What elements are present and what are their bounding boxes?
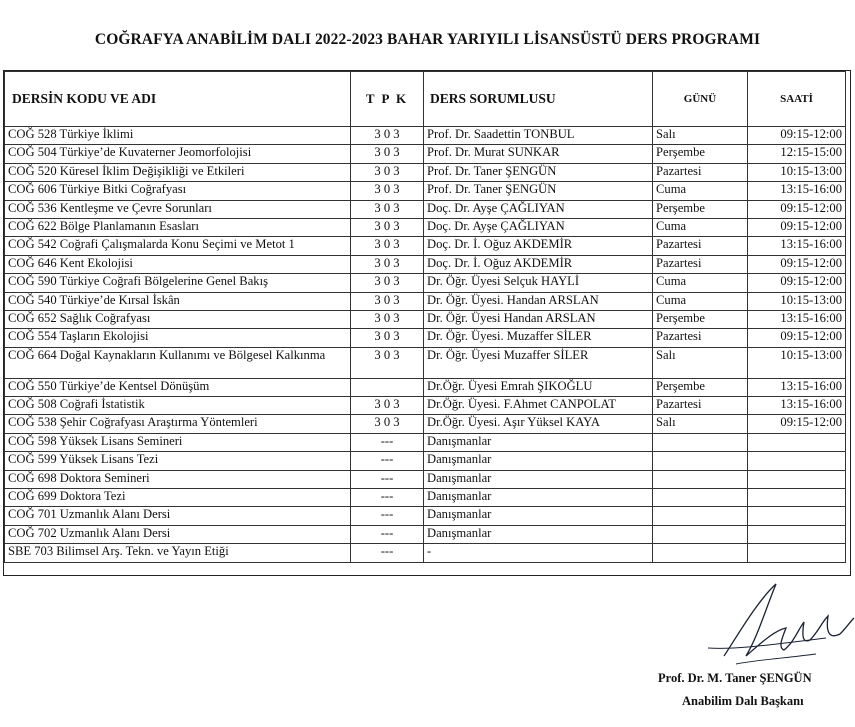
tpk-cell: 3 0 3 [351,310,424,328]
course-cell: COĞ 646 Kent Ekolojisi [5,255,351,273]
time-cell [748,470,846,488]
header-course: DERSİN KODU VE ADI [5,72,351,127]
time-cell [748,525,846,543]
time-cell: 09:15-12:00 [748,274,846,292]
tpk-cell: 3 0 3 [351,145,424,163]
instructor-cell: Danışmanlar [424,507,653,525]
table-row [5,470,846,488]
course-cell: COĞ 599 Yüksek Lisans Tezi [5,452,351,470]
time-cell: 09:15-12:00 [748,415,846,433]
time-cell: 13:15-16:00 [748,182,846,200]
table-row [5,507,846,525]
tpk-cell: 3 0 3 [351,127,424,145]
table-header-row [5,72,846,127]
tpk-cell: 3 0 3 [351,200,424,218]
day-cell: Pazartesi [653,255,748,273]
course-cell: COĞ 536 Kentleşme ve Çevre Sorunları [5,200,351,218]
table-row [5,397,846,415]
instructor-cell: - [424,544,653,562]
instructor-cell: Dr. Öğr. Üyesi Selçuk HAYLİ [424,274,653,292]
day-cell: Pazartesi [653,329,748,347]
course-cell: COĞ 664 Doğal Kaynakların Kullanımı ve Bölgesel Kalkınma [5,347,351,378]
course-cell: COĞ 554 Taşların Ekolojisi [5,329,351,347]
time-cell: 09:15-12:00 [748,127,846,145]
time-cell: 10:15-13:00 [748,292,846,310]
day-cell: Perşembe [653,310,748,328]
day-cell [653,507,748,525]
time-cell [748,433,846,451]
tpk-cell: 3 0 3 [351,415,424,433]
instructor-cell: Danışmanlar [424,525,653,543]
course-cell: COĞ 698 Doktora Semineri [5,470,351,488]
tpk-cell: --- [351,544,424,562]
day-cell: Perşembe [653,378,748,396]
tpk-cell: 3 0 3 [351,163,424,181]
schedule-table [4,71,846,563]
day-cell: Cuma [653,292,748,310]
table-row [5,237,846,255]
course-cell: COĞ 528 Türkiye İklimi [5,127,351,145]
instructor-cell: Doç. Dr. Ayşe ÇAĞLIYAN [424,218,653,236]
time-cell [748,489,846,507]
day-cell [653,544,748,562]
course-cell: COĞ 606 Türkiye Bitki Coğrafyası [5,182,351,200]
day-cell: Salı [653,127,748,145]
course-cell: COĞ 622 Bölge Planlamanın Esasları [5,218,351,236]
time-cell: 10:15-13:00 [748,347,846,378]
tpk-cell: 3 0 3 [351,329,424,347]
table-row [5,163,846,181]
day-cell [653,525,748,543]
day-cell [653,489,748,507]
table-row [5,218,846,236]
course-cell: COĞ 702 Uzmanlık Alanı Dersi [5,525,351,543]
day-cell: Perşembe [653,200,748,218]
time-cell: 12:15-15:00 [748,145,846,163]
table-row [5,145,846,163]
instructor-cell: Dr. Öğr. Üyesi Handan ARSLAN [424,310,653,328]
table-row [5,415,846,433]
instructor-cell: Prof. Dr. Taner ŞENGÜN [424,182,653,200]
header-instructor: DERS SORUMLUSU [424,72,653,127]
day-cell: Pazartesi [653,163,748,181]
instructor-cell: Prof. Dr. Saadettin TONBUL [424,127,653,145]
tpk-cell: 3 0 3 [351,397,424,415]
time-cell [748,507,846,525]
day-cell: Salı [653,415,748,433]
instructor-cell: Doç. Dr. İ. Oğuz AKDEMİR [424,237,653,255]
table-row [5,255,846,273]
day-cell: Pazartesi [653,237,748,255]
time-cell: 13:15-16:00 [748,310,846,328]
day-cell: Cuma [653,218,748,236]
course-cell: COĞ 598 Yüksek Lisans Semineri [5,433,351,451]
table-row [5,489,846,507]
course-cell: COĞ 508 Coğrafi İstatistik [5,397,351,415]
table-row [5,127,846,145]
instructor-cell: Doç. Dr. Ayşe ÇAĞLIYAN [424,200,653,218]
instructor-cell: Dr. Öğr. Üyesi. Muzaffer SİLER [424,329,653,347]
table-row [5,274,846,292]
table-row [5,544,846,562]
table-row [5,200,846,218]
instructor-cell: Danışmanlar [424,452,653,470]
signatory-name: Prof. Dr. M. Taner ŞENGÜN [658,671,812,685]
time-cell [748,452,846,470]
tpk-cell: 3 0 3 [351,274,424,292]
tpk-cell: 3 0 3 [351,218,424,236]
course-cell: COĞ 504 Türkiye’de Kuvaterner Jeomorfolojisi [5,145,351,163]
instructor-cell: Dr.Öğr. Üyesi. F.Ahmet CANPOLAT [424,397,653,415]
tpk-cell: 3 0 3 [351,182,424,200]
course-cell: COĞ 520 Küresel İklim Değişikliği ve Etkileri [5,163,351,181]
day-cell: Perşembe [653,145,748,163]
time-cell: 09:15-12:00 [748,218,846,236]
signatory-role: Anabilim Dalı Başkanı [682,694,804,708]
day-cell: Salı [653,347,748,378]
time-cell: 13:15-16:00 [748,397,846,415]
time-cell: 10:15-13:00 [748,163,846,181]
course-cell: COĞ 538 Şehir Coğrafyası Araştırma Yöntemleri [5,415,351,433]
course-cell: COĞ 550 Türkiye’de Kentsel Dönüşüm [5,378,351,396]
tpk-cell: --- [351,470,424,488]
tpk-cell: 3 0 3 [351,237,424,255]
tpk-cell: 3 0 3 [351,255,424,273]
instructor-cell: Prof. Dr. Taner ŞENGÜN [424,163,653,181]
tpk-cell: 3 0 3 [351,347,424,378]
tpk-cell: --- [351,507,424,525]
tpk-cell: --- [351,525,424,543]
instructor-cell: Danışmanlar [424,470,653,488]
table-row [5,292,846,310]
header-day: GÜNÜ [653,72,748,127]
instructor-cell: Dr. Öğr. Üyesi Muzaffer SİLER [424,347,653,378]
day-cell: Cuma [653,274,748,292]
tpk-cell: --- [351,433,424,451]
time-cell: 09:15-12:00 [748,200,846,218]
tpk-cell: --- [351,489,424,507]
instructor-cell: Dr.Öğr. Üyesi. Aşır Yüksel KAYA [424,415,653,433]
time-cell [748,544,846,562]
table-row [5,347,846,378]
header-time: SAATİ [748,72,846,127]
table-row [5,378,846,396]
table-row [5,452,846,470]
day-cell: Cuma [653,182,748,200]
page-title: COĞRAFYA ANABİLİM DALI 2022-2023 BAHAR YARIYILI LİSANSÜSTÜ DERS PROGRAMI [94,31,761,48]
course-cell: COĞ 699 Doktora Tezi [5,489,351,507]
course-cell: COĞ 542 Coğrafi Çalışmalarda Konu Seçimi ve Metot 1 [5,237,351,255]
table-row [5,433,846,451]
tpk-cell: --- [351,452,424,470]
course-cell: COĞ 652 Sağlık Coğrafyası [5,310,351,328]
table-row [5,310,846,328]
day-cell [653,452,748,470]
header-tpk: T P K [351,72,424,127]
time-cell: 09:15-12:00 [748,255,846,273]
time-cell: 09:15-12:00 [748,329,846,347]
instructor-cell: Danışmanlar [424,489,653,507]
course-cell: COĞ 701 Uzmanlık Alanı Dersi [5,507,351,525]
time-cell: 13:15-16:00 [748,378,846,396]
day-cell [653,470,748,488]
instructor-cell: Prof. Dr. Murat SUNKAR [424,145,653,163]
instructor-cell: Danışmanlar [424,433,653,451]
instructor-cell: Dr.Öğr. Üyesi Emrah ŞIKOĞLU [424,378,653,396]
course-cell: COĞ 540 Türkiye’de Kırsal İskân [5,292,351,310]
course-cell: SBE 703 Bilimsel Arş. Tekn. ve Yayın Etiği [5,544,351,562]
tpk-cell [351,378,424,396]
course-cell: COĞ 590 Türkiye Coğrafi Bölgelerine Genel Bakış [5,274,351,292]
table-row [5,182,846,200]
table-row [5,329,846,347]
day-cell [653,433,748,451]
table-row [5,525,846,543]
tpk-cell: 3 0 3 [351,292,424,310]
time-cell: 13:15-16:00 [748,237,846,255]
day-cell: Pazartesi [653,397,748,415]
instructor-cell: Doç. Dr. İ. Oğuz AKDEMİR [424,255,653,273]
signature-mark [706,578,855,668]
instructor-cell: Dr. Öğr. Üyesi. Handan ARSLAN [424,292,653,310]
